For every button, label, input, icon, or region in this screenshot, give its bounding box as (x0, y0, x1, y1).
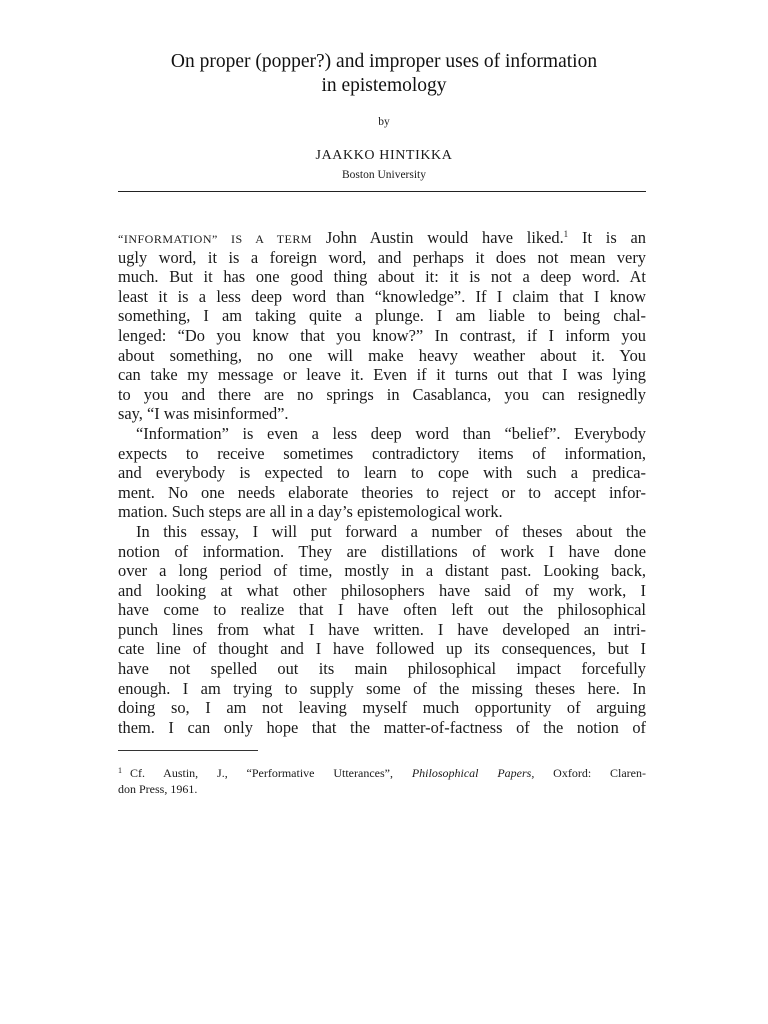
body-line: much. But it has one good thing about it: it is not a deep word. At (118, 267, 646, 287)
footnote-text-a: Cf. Austin, J., “Performative Utterances”, (130, 766, 393, 780)
footnote-italic-title: Philosophical Papers, (411, 766, 535, 780)
body-line: over a long period of time, mostly in a distant past. Looking back, (118, 561, 646, 581)
byline: by (378, 116, 390, 128)
footnote-mark: 1 (118, 766, 122, 775)
body-line: doing so, I am not leaving myself much opportunity of arguing (118, 698, 646, 718)
body-line: say, “I was misinformed”. (118, 404, 289, 424)
body-line: ment. No one needs elaborate theories to reject or to accept infor- (118, 482, 646, 502)
body-line-1-tail: It is an (581, 228, 647, 247)
body-line: least it is a less deep word than “knowledge”. If I claim that I know (118, 286, 646, 306)
title-line-1: On proper (popper?) and improper uses of information (170, 51, 598, 72)
body-line: have come to realize that I have often left out the philosophical (118, 600, 646, 620)
paper-title (110, 50, 658, 98)
footnote-reference[interactable]: 1 (563, 229, 569, 239)
author-affiliation: Boston University (341, 169, 426, 181)
body-line: enough. I am trying to supply some of the missing theses here. In (118, 678, 646, 698)
body-line: lenged: “Do you know that you know?” In contrast, if I inform you (118, 325, 646, 345)
body-line: something, I am taking quite a plunge. I am liable to being chal- (118, 306, 646, 326)
header-rule (118, 191, 646, 192)
opening-smallcaps: “INFORMATION” IS A TERM (118, 232, 313, 246)
body-line: about something, no one will make heavy weather about it. You (118, 345, 646, 365)
body-line: and everybody is expected to learn to cope with such a predica- (118, 463, 646, 483)
author-name: JAAKKO HINTIKKA (315, 148, 453, 163)
body-line: ugly word, it is a foreign word, and perhaps it does not mean very (118, 247, 646, 267)
body-line: cate line of thought and I have followed up its consequences, but I (118, 639, 646, 659)
body-line: expects to receive sometimes contradictory items of information, (118, 443, 646, 463)
footnote-line-2: don Press, 1961. (118, 781, 198, 796)
footnote-text-b: Oxford: Claren- (553, 766, 646, 780)
body-line: them. I can only hope that the matter-of-factness of the notion of (118, 717, 646, 737)
footnote-rule (118, 750, 258, 751)
body-line: notion of information. They are distillations of work I have done (118, 541, 646, 561)
body-line (118, 228, 646, 248)
body-line: “Information” is even a less deep word than “belief”. Everybody (136, 423, 646, 443)
body-line: In this essay, I will put forward a number of theses about the (136, 521, 646, 541)
footnote (118, 763, 646, 797)
body-line: can take my message or leave it. Even if it turns out that I was lying (118, 365, 646, 385)
body-line: to you and there are no springs in Casablanca, you can resignedly (118, 384, 646, 404)
body-line: have not spelled out its main philosophical impact forcefully (118, 659, 646, 679)
body-text (118, 228, 646, 737)
body-line: mation. Such steps are all in a day’s epistemological work. (118, 502, 503, 522)
title-line-2: in epistemology (321, 75, 447, 96)
body-line: and looking at what other philosophers have said of my work, I (118, 580, 646, 600)
footnote-line-1 (118, 763, 646, 782)
body-line-1-text: John Austin would have liked. (325, 228, 564, 247)
body-line: punch lines from what I have written. I have developed an intri- (118, 619, 646, 639)
